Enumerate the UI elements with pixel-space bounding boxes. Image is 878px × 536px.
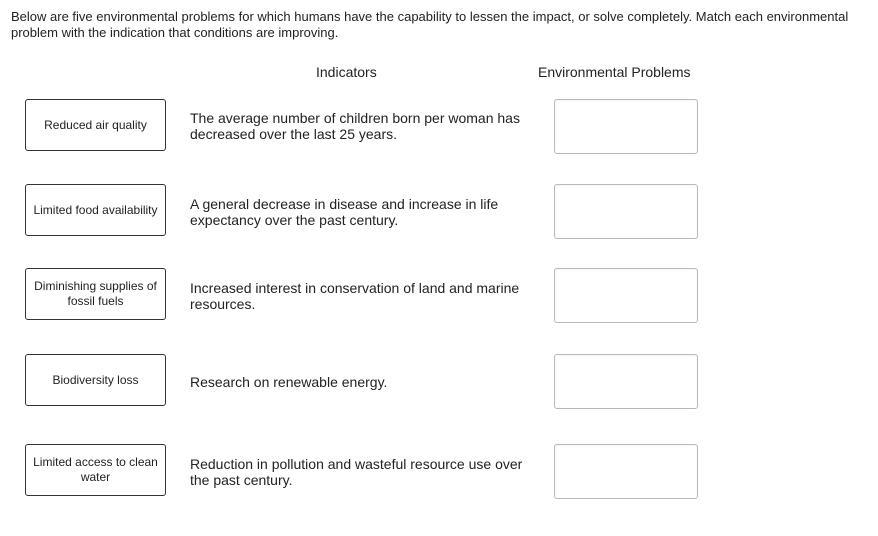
problem-card-biodiversity-loss[interactable]: Biodiversity loss: [25, 354, 166, 406]
instructions-text: Below are five environmental problems for which humans have the capability to lessen the impact, or solve completely. Match each environmental problem with the indication that conditions are improving.: [11, 9, 849, 40]
drop-target-2[interactable]: [554, 184, 698, 239]
drop-target-1[interactable]: [554, 99, 698, 154]
problem-card-limited-clean-water[interactable]: Limited access to clean water: [25, 444, 166, 496]
problem-card-limited-food-availability[interactable]: Limited food availability: [25, 184, 166, 236]
problems-column-header: Environmental Problems: [538, 64, 691, 80]
drop-target-5[interactable]: [554, 444, 698, 499]
drop-target-4[interactable]: [554, 354, 698, 409]
indicator-text-1: The average number of children born per woman has decreased over the last 25 years.: [190, 110, 520, 142]
problem-card-reduced-air-quality[interactable]: Reduced air quality: [25, 99, 166, 151]
indicator-text-5: Reduction in pollution and wasteful resource use over the past century.: [190, 456, 523, 488]
indicator-text-3: Increased interest in conservation of land and marine resources.: [190, 280, 520, 312]
indicator-text-4: Research on renewable energy.: [190, 374, 388, 390]
indicator-text-2: A general decrease in disease and increase in life expectancy over the past century.: [190, 196, 499, 228]
problem-card-diminishing-fossil-fuels[interactable]: Diminishing supplies of fossil fuels: [25, 268, 166, 320]
drop-target-3[interactable]: [554, 268, 698, 323]
indicators-column-header: Indicators: [316, 64, 377, 80]
